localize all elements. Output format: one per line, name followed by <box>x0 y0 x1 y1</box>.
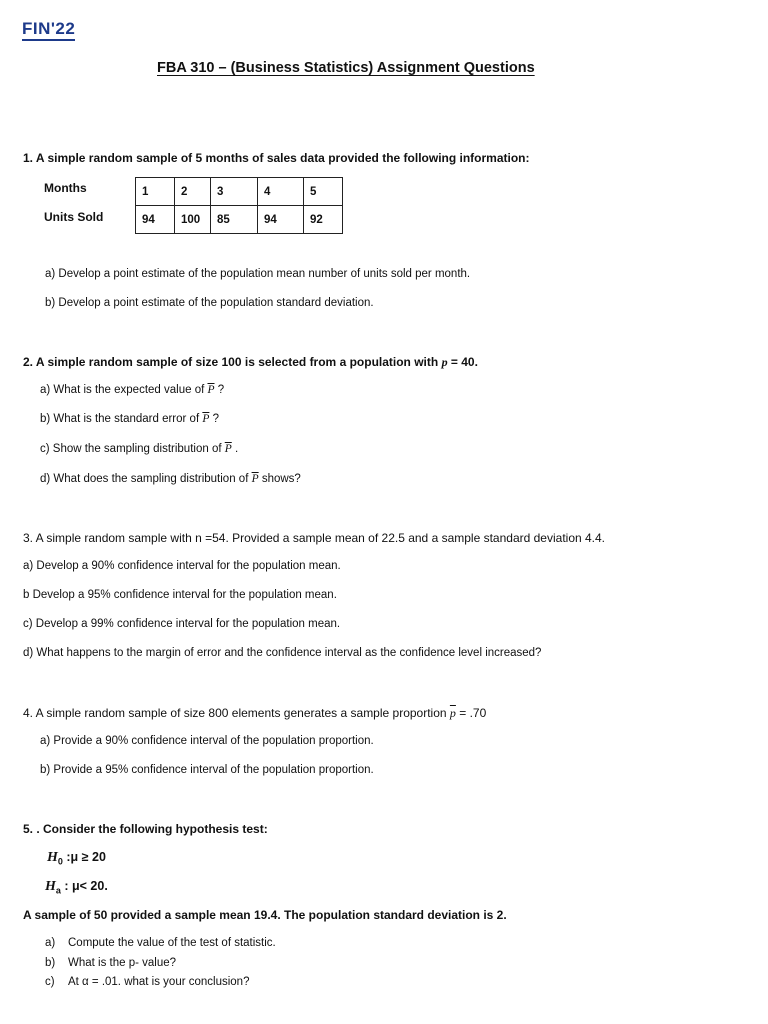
table-cell: 1 <box>136 178 175 206</box>
table-cell: 94 <box>258 206 304 234</box>
question-3: 3. A simple random sample with n =54. Provided a sample mean of 22.5 and a sample standard deviation 4.4. <box>23 531 606 545</box>
table-cell: 100 <box>175 206 211 234</box>
question-5: 5. . Consider the following hypothesis test: <box>23 822 268 836</box>
question-2: 2. A simple random sample of size 100 is selected from a population with p = 40. <box>23 355 478 369</box>
logo: FIN'22 <box>22 19 75 41</box>
question-4a: a) Provide a 90% confidence interval of the population proportion. <box>40 735 374 747</box>
question-5a-label: a) <box>45 937 56 949</box>
sales-data-table <box>135 177 343 234</box>
question-2d: d) What does the sampling distribution of $\overline{P}$ shows? <box>40 473 301 485</box>
table-cell: 92 <box>304 206 343 234</box>
question-2c: c) Show the sampling distribution of $\overline{P}$ . <box>40 443 239 455</box>
row-label-months: Months <box>44 181 87 195</box>
question-1: 1. A simple random sample of 5 months of sales data provided the following information: <box>23 151 530 165</box>
question-3b: b Develop a 95% confidence interval for the population mean. <box>23 589 337 601</box>
question-4: 4. A simple random sample of size 800 elements generates a sample proportion $\overline{p} = .70$ <box>23 706 487 720</box>
question-4b: b) Provide a 95% confidence interval of the population proportion. <box>40 764 374 776</box>
question-5-sample: A sample of 50 provided a sample mean 19.4. The population standard deviation is 2. <box>23 908 507 922</box>
table-cell: 2 <box>175 178 211 206</box>
question-5a: Compute the value of the test of statistic. <box>68 937 276 949</box>
question-1a: a) Develop a point estimate of the population mean number of units sold per month. <box>45 268 471 280</box>
table-cell: 3 <box>211 178 258 206</box>
question-5c: At α = .01. what is your conclusion? <box>68 976 250 988</box>
table-cell: 94 <box>136 206 175 234</box>
page-title: FBA 310 – (Business Statistics) Assignment Questions <box>157 60 535 76</box>
table-row-units <box>136 206 343 234</box>
question-1b: b) Develop a point estimate of the population standard deviation. <box>45 297 374 309</box>
question-2b: b) What is the standard error of $\overline{P}$ ? <box>40 413 219 425</box>
table-cell: 4 <box>258 178 304 206</box>
alternative-hypothesis: $H_a$ : μ< 20. <box>45 879 108 896</box>
table-cell: 5 <box>304 178 343 206</box>
question-3d: d) What happens to the margin of error and the confidence interval as the confidence level increased? <box>23 647 542 659</box>
question-5c-label: c) <box>45 976 55 988</box>
table-row-months <box>136 178 343 206</box>
table-cell: 85 <box>211 206 258 234</box>
row-label-units-sold: Units Sold <box>44 210 104 224</box>
question-3c: c) Develop a 99% confidence interval for the population mean. <box>23 618 341 630</box>
question-2a: a) What is the expected value of $\overline{P}$ ? <box>40 384 225 396</box>
question-5b-label: b) <box>45 957 56 969</box>
null-hypothesis: $H_0$ :μ ≥ 20 <box>47 850 106 867</box>
question-3a: a) Develop a 90% confidence interval for the population mean. <box>23 560 341 572</box>
question-5b: What is the p- value? <box>68 957 177 969</box>
